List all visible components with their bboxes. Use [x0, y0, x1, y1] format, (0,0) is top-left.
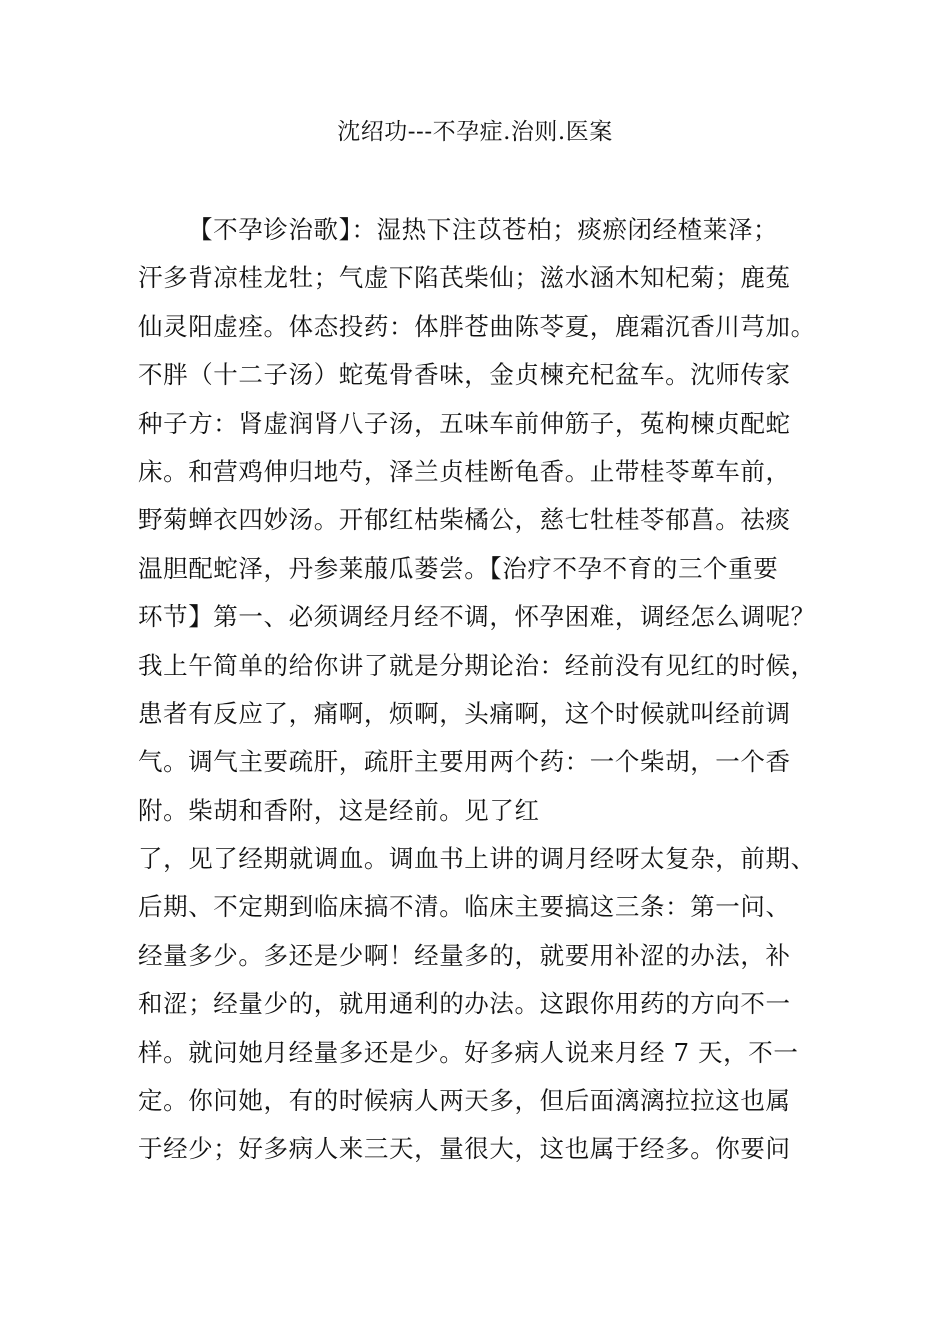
paragraph-line: 经量多少。多还是少啊！经量多的，就要用补涩的办法，补 — [138, 940, 791, 970]
paragraph-line: 种子方：肾虚润肾八子汤，五味车前伸筋子，菟枸楝贞配蛇 — [138, 408, 791, 438]
paragraph-line: 环节】第一、必须调经月经不调，怀孕困难，调经怎么调呢？ — [138, 602, 816, 632]
paragraph-line: 定。你问她，有的时候病人两天多，但后面漓漓拉拉这也属 — [138, 1086, 791, 1116]
paragraph-line: 【不孕诊治歌】：湿热下注苡苍柏；痰瘀闭经楂莱泽； — [188, 215, 779, 244]
paragraph-line: 野菊蝉衣四妙汤。开郁红枯柴橘公，慈七牡桂苓郁菖。祛痰 — [138, 505, 791, 535]
paragraph-line: 汗多背凉桂龙牡；气虚下陷芪柴仙；滋水涵木知杞菊；鹿菟 — [138, 263, 791, 293]
paragraph-line: 不胖（十二子汤）蛇菟骨香味，金贞楝充杞盆车。沈师传家 — [138, 360, 791, 390]
paragraph-line: 和涩；经量少的，就用通利的办法。这跟你用药的方向不一 — [138, 989, 791, 1019]
paragraph-line: 了，见了经期就调血。调血书上讲的调月经呀太复杂，前期、 — [138, 844, 816, 874]
paragraph-line: 仙灵阳虚痊。体态投药：体胖苍曲陈苓夏，鹿霜沉香川芎加。 — [138, 311, 816, 341]
paragraph-line: 样。就问她月经量多还是少。好多病人说来月经 7 天，不一 — [138, 1037, 799, 1067]
paragraph-line: 我上午简单的给你讲了就是分期论治：经前没有见红的时候， — [138, 650, 816, 680]
paragraph-line: 附。柴胡和香附，这是经前。见了红 — [138, 795, 540, 825]
paragraph-line: 患者有反应了，痛啊，烦啊，头痛啊，这个时候就叫经前调 — [138, 698, 791, 728]
document-title: 沈绍功---不孕症.治则.医案 — [337, 119, 613, 145]
document-body — [138, 206, 822, 1174]
paragraph-line: 后期、不定期到临床搞不清。临床主要搞这三条：第一问、 — [138, 892, 791, 922]
paragraph-line: 气。调气主要疏肝，疏肝主要用两个药：一个柴胡，一个香 — [138, 747, 791, 777]
paragraph-line: 于经少；好多病人来三天，量很大，这也属于经多。你要问 — [138, 1134, 791, 1164]
paragraph-line: 床。和营鸡伸归地芍，泽兰贞桂断龟香。止带桂苓萆车前， — [138, 456, 791, 486]
paragraph-line: 温胆配蛇泽，丹参莱菔瓜蒌尝。【治疗不孕不育的三个重要 — [138, 553, 779, 583]
